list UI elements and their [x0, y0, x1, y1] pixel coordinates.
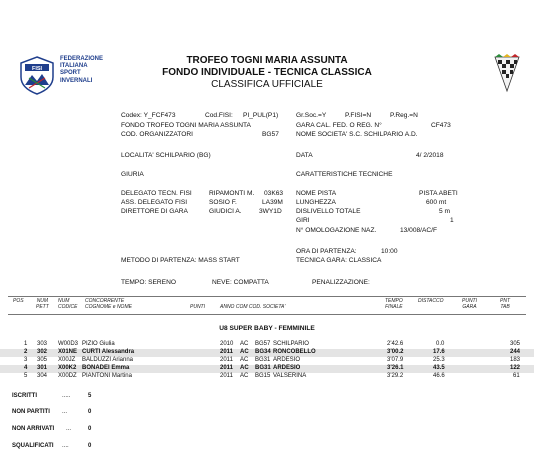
cell-com: AC [240, 341, 249, 347]
cod-organizzatori-value: BG57 [262, 131, 279, 138]
col-header-pnt-tab-line1: PNT [500, 298, 510, 304]
delegato-tecnico-label: DELEGATO TECN. FISI [121, 190, 192, 197]
neve: NEVE: COMPATTA [212, 279, 269, 286]
col-header-distacco: DISTACCO [418, 298, 444, 304]
direttore-gara-name: GIUDICI A. [209, 208, 242, 215]
col-header-tempo [385, 298, 403, 310]
tempo-meteo: TEMPO: SERENO [121, 279, 176, 286]
cell-com: AC [240, 365, 249, 371]
nome-pista-value: PISTA ABETI [419, 190, 458, 197]
direttore-gara-code: 3WY1D [259, 208, 282, 215]
assistente-delegato-label: ASS. DELEGATO FISI [121, 199, 188, 206]
cell-tempo: 3'26.1 [387, 365, 404, 371]
cell-name: BONADEI Emma [82, 365, 130, 371]
cell-pett: 303 [37, 341, 48, 347]
col-header-concorrente-line2: COGNOME e NOME [85, 304, 132, 310]
assistente-delegato-name: SOSIO F. [209, 199, 237, 206]
cell-distacco: 0.0 [436, 341, 445, 347]
delegato-tecnico-code: 03K63 [264, 190, 284, 197]
federation-line: ITALIANA [60, 63, 88, 70]
cell-cod: BG57 [255, 341, 271, 347]
omologazione-value: 13/008/AC/F [400, 227, 438, 234]
summary-non-arrivati-label: NON ARRIVATI [12, 426, 55, 432]
cell-societa: VALSERINA [273, 373, 307, 379]
col-header-concorrente [85, 298, 132, 310]
cell-tempo: 3'00.2 [387, 349, 404, 355]
col-header-punti-gara [462, 298, 477, 310]
fisi-logo-text: FISI [31, 66, 43, 72]
giri-value: 1 [450, 217, 454, 224]
col-header-concorrente-line1: CONCORRENTE [85, 298, 125, 304]
cell-pnt-tab: 122 [510, 365, 521, 371]
codex: Codex: Y_FCF473 [121, 112, 176, 119]
cell-anno: 2011 [220, 349, 234, 355]
cell-societa: SCHILPARIO [273, 341, 309, 347]
data-value: 4/ 2/2018 [416, 152, 444, 159]
gr-soc: Gr.Soc.=Y [296, 112, 327, 119]
cell-distacco: 25.3 [433, 357, 445, 363]
cell-com: AC [240, 373, 249, 379]
col-header-codice-line1: NUM [58, 298, 70, 304]
p-reg: P.Reg.=N [390, 112, 418, 119]
cell-cod: BG31 [255, 365, 271, 371]
summary-iscritti-dots: ..... [62, 393, 71, 399]
dislivello-label: DISLIVELLO TOTALE [296, 208, 361, 215]
cell-pos: 2 [24, 349, 28, 355]
event-subtitle: FONDO INDIVIDUALE - TECNICA CLASSICA [162, 67, 372, 78]
classification-title: CLASSIFICA UFFICIALE [211, 79, 323, 90]
federation-line: INVERNALI [60, 77, 93, 84]
col-header-pnt-tab-line2: TAB [500, 304, 510, 310]
summary-squalificati-dots: .... [62, 443, 69, 449]
cell-pos: 5 [24, 373, 28, 379]
col-header-anno: ANNO COM COD. SOCIETA' [220, 304, 286, 310]
table-row [0, 365, 534, 373]
cell-pett: 302 [37, 349, 48, 355]
cell-cod: BG15 [255, 373, 271, 379]
cell-pnt-tab: 244 [510, 349, 521, 355]
table-row [0, 341, 534, 349]
col-header-pett-line1: NUM [36, 298, 49, 304]
col-header-pnt-tab [500, 298, 510, 310]
gara-cal-value: CF473 [431, 122, 451, 129]
giri-label: GIRI [296, 217, 310, 224]
cell-name: CURTI Alessandra [82, 349, 135, 355]
cell-name: PIANTONI Martina [82, 373, 132, 379]
summary-non-partiti-dots: ... [62, 409, 68, 415]
cell-codice: X01NE [58, 349, 78, 355]
col-header-pos: POS [13, 298, 24, 304]
giuria-heading: GIURIA [121, 171, 144, 178]
metodo-partenza: METODO DI PARTENZA: MASS START [121, 257, 240, 264]
cell-distacco: 17.6 [433, 349, 445, 355]
organizer-logo-icon [494, 53, 520, 93]
cell-societa: ARDESIO [273, 365, 301, 371]
col-header-pett [36, 298, 49, 310]
summary-squalificati-label: SQUALIFICATI [12, 443, 54, 449]
cell-com: AC [240, 349, 249, 355]
cell-com: AC [240, 357, 249, 363]
col-header-tempo-line2: FINALE [385, 304, 403, 310]
lunghezza-label: LUNGHEZZA [296, 199, 336, 206]
data-label: DATA [296, 152, 313, 159]
cell-anno: 2011 [220, 373, 233, 379]
cell-pos: 1 [24, 341, 28, 347]
cell-codice: X00DZ [58, 373, 77, 379]
cell-anno: 2011 [220, 365, 234, 371]
table-row [0, 373, 534, 381]
col-header-punti-gara-line2: GARA [462, 304, 477, 310]
lunghezza-value: 600 mt [426, 199, 447, 206]
table-row [0, 357, 534, 365]
tecnica-gara: TECNICA GARA: CLASSICA [296, 257, 382, 264]
cell-tempo: 3'29.2 [387, 373, 404, 379]
omologazione-label: N° OMOLOGAZIONE NAZ. [296, 227, 377, 234]
summary-non-arrivati-value: 0 [88, 426, 92, 432]
table-header-rule [8, 314, 526, 315]
col-header-punti: PUNTI [190, 304, 205, 310]
cell-distacco: 46.6 [433, 373, 445, 379]
summary-non-partiti-value: 0 [88, 409, 92, 415]
col-header-codice [58, 298, 77, 310]
cell-codice: X00JZ [58, 357, 76, 363]
event-title: TROFEO TOGNI MARIA ASSUNTA [186, 55, 348, 66]
cell-codice: W00D3 [58, 341, 79, 347]
race-name: FONDO TROFEO TOGNI MARIA ASSUNTA [121, 122, 251, 129]
col-header-punti-gara-line1: PUNTI [462, 298, 477, 304]
summary-squalificati-value: 0 [88, 443, 92, 449]
cell-tempo: 2'42.6 [387, 341, 404, 347]
penalizzazione: PENALIZZAZIONE: [312, 279, 370, 286]
cell-tempo: 3'07.9 [387, 357, 404, 363]
cell-pett: 305 [37, 357, 48, 363]
cell-anno: 2011 [220, 357, 233, 363]
nome-societa: NOME SOCIETA' S.C. SCHILPARIO A.D. [296, 131, 418, 138]
ora-partenza-value: 10:00 [381, 248, 398, 255]
cell-pnt-tab: 61 [513, 373, 520, 379]
cell-pett: 304 [37, 373, 48, 379]
category-heading: U8 SUPER BABY - FEMMINILE [219, 325, 315, 332]
p-fisi: P.FISI=N [345, 112, 372, 119]
col-header-tempo-line1: TEMPO [385, 298, 403, 304]
cell-name: BALDUZZI Arianna [82, 357, 134, 363]
localita: LOCALITA' SCHILPARIO (BG) [121, 152, 211, 159]
cell-pnt-tab: 305 [510, 341, 521, 347]
cell-anno: 2010 [220, 341, 234, 347]
dislivello-value: 5 m [439, 208, 450, 215]
cod-fisi-value: PI_PUL(P1) [243, 112, 279, 119]
ora-partenza-label: ORA DI PARTENZA: [296, 248, 357, 255]
cell-societa: RONCOBELLO [273, 349, 316, 355]
cell-pett: 301 [37, 365, 48, 371]
cod-fisi-label: Cod.FISI: [205, 112, 233, 119]
cell-cod: BG31 [255, 357, 271, 363]
cod-organizzatori-label: COD. ORGANIZZATORI [121, 131, 193, 138]
table-row [0, 349, 534, 357]
cell-societa: ARDESIO [273, 357, 301, 363]
nome-pista-label: NOME PISTA [296, 190, 337, 197]
cell-pos: 3 [24, 357, 28, 363]
cell-pnt-tab: 183 [510, 357, 521, 363]
cell-codice: X00K2 [58, 365, 77, 371]
summary-iscritti-value: 5 [88, 393, 92, 399]
delegato-tecnico-name: RIPAMONTI M. [209, 190, 255, 197]
col-header-pett-line2: PETT [36, 304, 49, 310]
col-header-codice-line2: CODICE [58, 304, 78, 310]
federation-line: SPORT [60, 70, 81, 77]
federation-line: FEDERAZIONE [60, 56, 104, 62]
cell-pos: 4 [24, 365, 28, 371]
summary-iscritti-label: ISCRITTI [12, 393, 37, 399]
cell-distacco: 43.5 [433, 365, 445, 371]
direttore-gara-label: DIRETTORE DI GARA [121, 208, 188, 215]
summary-non-arrivati-dots: ... [66, 426, 72, 432]
cell-cod: BG34 [255, 349, 271, 355]
assistente-delegato-code: LA39M [262, 199, 283, 206]
summary-non-partiti-label: NON PARTITI [12, 409, 50, 415]
caratteristiche-heading: CARATTERISTICHE TECNICHE [296, 171, 393, 178]
table-top-rule [8, 296, 526, 297]
cell-name: PIZIO Giulia [82, 341, 115, 347]
gara-cal-label: GARA CAL. FED. O REG. N° [296, 122, 382, 129]
